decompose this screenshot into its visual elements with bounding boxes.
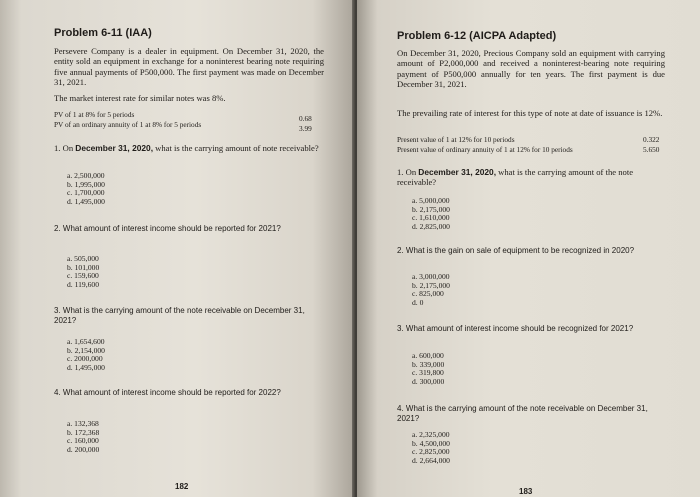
- right-q3-choices: [412, 352, 444, 386]
- left-q1-bold: December 31, 2020,: [75, 143, 154, 153]
- choice: c. 2,825,000: [412, 447, 450, 457]
- choice: d. 0: [412, 297, 424, 307]
- choice: c. 160,000: [67, 436, 99, 446]
- left-problem-title: Problem 6-11 (IAA): [54, 27, 152, 39]
- choice: b. 172,368: [67, 427, 100, 437]
- left-q4-choices: [67, 420, 99, 454]
- left-question-4: 4. What amount of interest income should be reported for 2022?: [54, 388, 281, 397]
- choice: a. 5,000,000: [412, 196, 450, 205]
- right-q1-num: 1.: [397, 167, 404, 177]
- choice: c. 2000,000: [67, 354, 103, 364]
- left-rate: The market interest rate for similar notes was 8%.: [54, 93, 226, 103]
- left-q1-choices: [67, 172, 105, 206]
- right-question-4: 4. What is the carrying amount of the note receivable on December 31, 2021?: [397, 404, 648, 424]
- left-intro: Persevere Company is a dealer in equipment. On December 31, 2020, the entity sold an equipment in exchange for a noninterest bearing note requiring five annual payments of P500,000. The first payment was made on December 31, 2021.: [54, 46, 324, 88]
- choice: d. 119,600: [67, 279, 99, 289]
- right-question-1: [397, 167, 667, 187]
- choice: d. 1,495,000: [67, 362, 105, 372]
- right-q1-bold: December 31, 2020,: [418, 167, 497, 177]
- choice: a. 2,325,000: [412, 430, 450, 439]
- left-q3-choices: [67, 338, 105, 372]
- right-page: [357, 0, 700, 497]
- choice: c. 1,610,000: [412, 213, 450, 223]
- left-factor-1-label: PV of 1 at 8% for 5 periods: [54, 110, 135, 119]
- right-factor-2-label: Present value of ordinary annuity of 1 at 12% for 10 periods: [397, 145, 573, 154]
- choice: b. 2,175,000: [412, 280, 450, 290]
- left-factor-1-value: 0.68: [299, 114, 312, 123]
- right-rate: The prevailing rate of interest for this type of note at date of issuance is 12%.: [397, 108, 663, 118]
- left-q2-choices: [67, 255, 99, 289]
- choice: c. 1,700,000: [67, 188, 105, 198]
- right-intro: On December 31, 2020, Precious Company sold an equipment with carrying amount of P2,000,000 and received a noninterest-bearing note requiring payment of P500,000 annually for ten years. The first payment is due December 31, 2021.: [397, 48, 665, 90]
- choice: c. 159,600: [67, 271, 99, 281]
- left-q1-post: what is the carrying amount of note receivable?: [153, 143, 319, 153]
- left-page-number: 182: [175, 482, 189, 491]
- choice: a. 132,368: [67, 419, 99, 428]
- choice: a. 600,000: [412, 351, 444, 360]
- right-q1-choices: [412, 197, 450, 231]
- right-q2-choices: [412, 273, 450, 307]
- left-q1-num: 1.: [54, 143, 61, 153]
- choice: d. 1,495,000: [67, 196, 105, 206]
- choice: b. 1,995,000: [67, 179, 105, 189]
- right-question-3: 3. What amount of interest income should be recognized for 2021?: [397, 324, 634, 333]
- choice: b. 2,175,000: [412, 204, 450, 214]
- left-question-3: 3. What is the carrying amount of the note receivable on December 31, 2021?: [54, 306, 305, 326]
- left-question-1: [54, 143, 324, 153]
- right-q1-post: what is the carrying amount of the note receivable?: [397, 167, 634, 188]
- choice: a. 2,500,000: [67, 171, 105, 180]
- right-problem-title: Problem 6-12 (AICPA Adapted): [397, 30, 557, 42]
- right-factor-1-value: 0.322: [643, 135, 660, 144]
- choice: d. 2,825,000: [412, 221, 450, 231]
- choice: a. 1,654,600: [67, 337, 105, 346]
- choice: b. 4,500,000: [412, 438, 450, 448]
- choice: a. 3,000,000: [412, 272, 450, 281]
- choice: b. 101,000: [67, 262, 100, 272]
- right-factor-1-label: Present value of 1 at 12% for 10 periods: [397, 135, 515, 144]
- left-factor-2-label: PV of an ordinary annuity of 1 at 8% for 5 periods: [54, 120, 202, 129]
- right-q4-choices: [412, 431, 450, 465]
- choice: c. 825,000: [412, 289, 444, 299]
- choice: a. 505,000: [67, 254, 99, 263]
- right-question-2: 2. What is the gain on sale of equipment to be recognized in 2020?: [397, 246, 635, 255]
- right-q1-pre: On: [405, 167, 419, 177]
- choice: d. 300,000: [412, 376, 445, 386]
- choice: c. 319,800: [412, 368, 444, 378]
- right-page-number: 183: [519, 487, 533, 496]
- choice: d. 2,664,000: [412, 455, 450, 465]
- choice: b. 339,000: [412, 359, 445, 369]
- left-q1-pre: On: [62, 143, 76, 153]
- right-factor-2-value: 5.650: [643, 145, 660, 154]
- choice: d. 200,000: [67, 444, 100, 454]
- left-factor-2-value: 3.99: [299, 124, 312, 133]
- choice: b. 2,154,000: [67, 345, 105, 355]
- left-question-2: 2. What amount of interest income should be reported for 2021?: [54, 224, 281, 233]
